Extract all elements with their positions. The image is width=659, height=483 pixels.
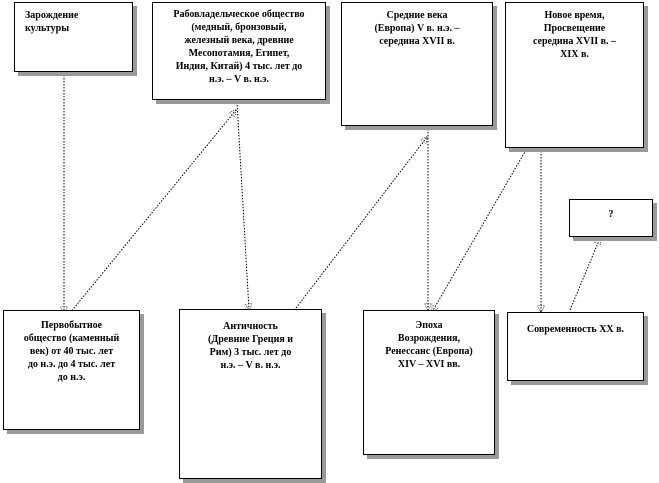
node-contemporary: Современность XX в.: [507, 312, 644, 381]
arrow-primitive-to-slave: [70, 110, 236, 313]
node-modern-age: Новое время, Просвещение середина XVII в. – XIX в.: [505, 2, 644, 148]
node-slave-society: Рабовладельческое общество (медный, бронзовый, железный века, древние Месопотамия, Египет, Индия, Китай) 4 тыс. лет до н.э. – V в. н.э.: [152, 2, 326, 100]
node-primitive-society: Первобытное общество (каменный век) от 40 тыс. лет до н.э. до 4 тыс. лет до н.э.: [3, 310, 140, 430]
arrow-renaissance-to-modern: [432, 143, 530, 312]
arrow-slave-to-antiquity: [237, 102, 249, 310]
arrow-antiquity-to-middle-ages: [296, 137, 427, 308]
node-future: ?: [569, 199, 653, 237]
node-antiquity: Античность (Древние Греция и Рим) 3 тыс. лет до н.э. – V в. н.э.: [179, 309, 322, 479]
node-origin: Зарождение культуры: [14, 2, 133, 72]
node-middle-ages: Средние века (Европа) V в. н.э. – середина XVII в.: [341, 2, 493, 126]
arrow-contemporary-to-future: [570, 238, 600, 310]
node-renaissance: Эпоха Возрождения, Ренессанс (Европа) XIV – XVI вв.: [363, 310, 495, 455]
